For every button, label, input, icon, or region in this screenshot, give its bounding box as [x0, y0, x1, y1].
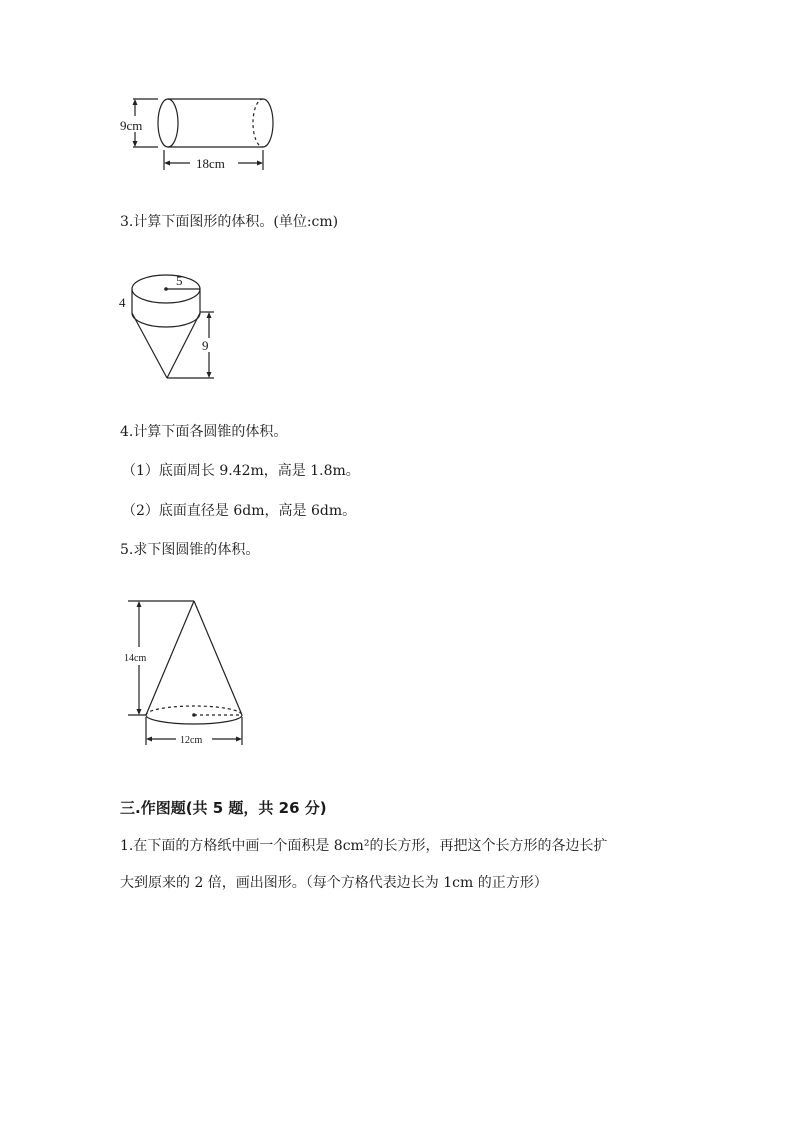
cylinder-cone-figure	[116, 262, 226, 384]
base-center-dot	[192, 713, 196, 717]
cylinder-figure	[118, 88, 288, 178]
cone-left-edge	[132, 313, 167, 378]
question-4: 4.计算下面各圆锥的体积。	[120, 424, 288, 440]
cylinder-right-hidden	[253, 99, 263, 147]
cylinder-length-label: 18cm	[196, 156, 225, 171]
drawing-question-1-line-1: 1.在下面的方格纸中画一个面积是 8cm²的长方形，再把这个长方形的各边长扩	[120, 838, 608, 854]
cylinder-right-front	[263, 99, 273, 147]
question-3: 3.计算下面图形的体积。(单位:cm)	[120, 214, 339, 230]
cylinder-height-label: 9cm	[120, 118, 143, 133]
cone-figure	[118, 595, 253, 750]
cone-diameter-label: 12cm	[180, 735, 203, 746]
cone-left-side	[146, 601, 194, 715]
center-dot	[164, 287, 168, 291]
cone-right-edge	[167, 313, 200, 378]
radius-label: 5	[176, 273, 183, 288]
question-4-part-2: （2）底面直径是 6dm，高是 6dm。	[122, 503, 357, 519]
section-title: 三.作图题(共 5 题，共 26 分)	[120, 799, 327, 817]
question-5: 5.求下图圆锥的体积。	[120, 542, 260, 558]
cylinder-height-label-2: 4	[119, 295, 126, 310]
cone-height-label-3: 14cm	[124, 653, 147, 664]
cone-right-side	[194, 601, 242, 715]
cylinder-left-face	[158, 99, 178, 147]
drawing-question-1-line-2: 大到原来的 2 倍，画出图形。（每个方格代表边长为 1cm 的正方形）	[120, 875, 548, 891]
question-4-part-1: （1）底面周长 9.42m，高是 1.8m。	[122, 463, 360, 479]
cylinder-bottom-rim	[132, 313, 200, 327]
cone-height-label: 9	[202, 338, 209, 353]
